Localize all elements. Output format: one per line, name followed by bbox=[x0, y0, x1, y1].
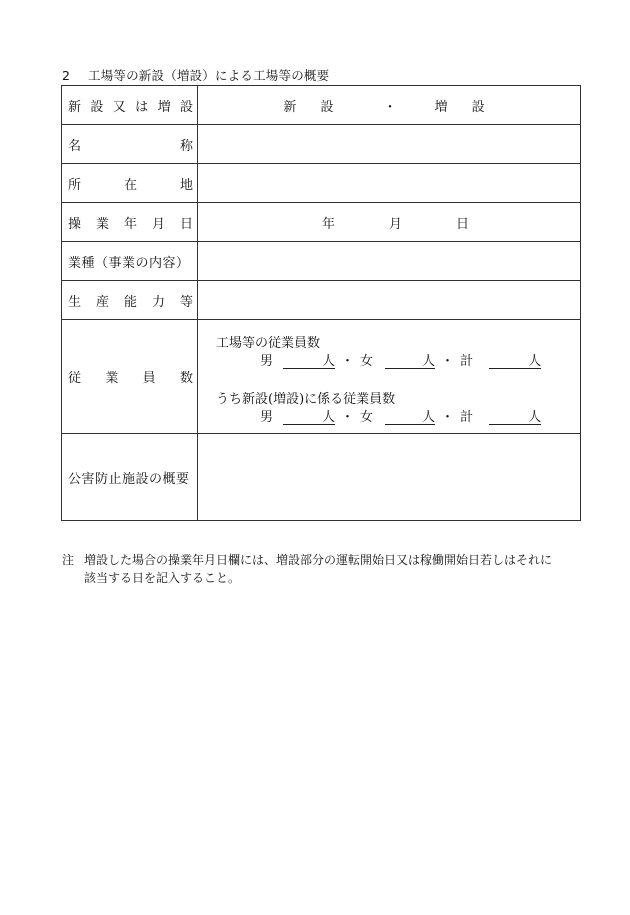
label-char: 能 bbox=[123, 294, 137, 310]
row-industry bbox=[62, 242, 581, 281]
male-count-field[interactable] bbox=[283, 354, 335, 369]
label-char: 員 bbox=[142, 371, 156, 386]
label-char: 新 bbox=[68, 99, 82, 115]
label-cell-pollution bbox=[62, 434, 198, 521]
value-cell-industry[interactable] bbox=[198, 242, 581, 281]
label-char: 年 bbox=[123, 216, 137, 232]
value-cell-employees bbox=[198, 320, 581, 434]
label-char: 月 bbox=[151, 216, 165, 232]
factory-employees-row bbox=[260, 350, 541, 369]
female-label: 女 bbox=[360, 410, 374, 425]
factory-employees-title: 工場等の従業員数 bbox=[216, 336, 321, 351]
label-char: 在 bbox=[123, 177, 137, 193]
label-char: 設 bbox=[179, 99, 193, 115]
label-char: 産 bbox=[95, 294, 109, 310]
label-char: 設 bbox=[90, 99, 104, 115]
total-label: 計 bbox=[460, 354, 474, 369]
row-pollution bbox=[62, 434, 581, 521]
male-label: 男 bbox=[260, 410, 274, 425]
label-char: 又 bbox=[112, 99, 126, 115]
label-char: 業 bbox=[105, 371, 119, 386]
day-label: 日 bbox=[456, 216, 470, 232]
new-employees-title: うち新設(増設)に係る従業員数 bbox=[216, 392, 396, 407]
value-cell-pollution[interactable] bbox=[198, 434, 581, 521]
label-cell-capacity bbox=[62, 281, 198, 320]
total-count-field[interactable] bbox=[489, 354, 541, 369]
section-number: 2 bbox=[62, 68, 71, 83]
label-cell-start-date bbox=[62, 203, 198, 242]
industry-label: 業種（事業の内容） bbox=[68, 255, 190, 271]
label-char: 増 bbox=[157, 99, 171, 115]
separator-dot: ・ bbox=[341, 354, 355, 369]
label-cell-type bbox=[62, 86, 198, 125]
label-char: 称 bbox=[179, 138, 193, 154]
option-new[interactable]: 新 設 bbox=[283, 99, 344, 115]
new-employees-row bbox=[260, 406, 541, 425]
row-employees bbox=[62, 320, 581, 434]
person-unit: 人 bbox=[422, 410, 436, 425]
section-title bbox=[62, 66, 329, 84]
label-char: 地 bbox=[179, 177, 193, 193]
option-separator: ・ bbox=[383, 99, 397, 115]
value-cell-type[interactable] bbox=[198, 86, 581, 125]
label-char: は bbox=[135, 99, 149, 115]
person-unit: 人 bbox=[528, 410, 542, 425]
label-char: 業 bbox=[95, 216, 109, 232]
pollution-label: 公害防止施設の概要 bbox=[68, 471, 190, 487]
row-name bbox=[62, 125, 581, 164]
note-line-2: 該当する日を記入すること。 bbox=[84, 571, 241, 585]
overview-form-table bbox=[61, 85, 581, 521]
label-cell-name bbox=[62, 125, 198, 164]
female-count-field[interactable] bbox=[385, 410, 435, 425]
year-label: 年 bbox=[322, 216, 336, 232]
label-char: 日 bbox=[179, 216, 193, 232]
label-char: 等 bbox=[179, 294, 193, 310]
section-title-text: 工場等の新設（増設）による工場等の概要 bbox=[88, 68, 330, 83]
note-line-1: 増設した場合の操業年月日欄には、増設部分の運転開始日又は稼働開始日若しはそれに bbox=[84, 553, 553, 567]
row-location bbox=[62, 164, 581, 203]
row-capacity bbox=[62, 281, 581, 320]
value-cell-location[interactable] bbox=[198, 164, 581, 203]
label-char: 操 bbox=[68, 216, 82, 232]
separator-dot: ・ bbox=[441, 354, 455, 369]
label-cell-employees bbox=[62, 320, 198, 434]
label-char: 数 bbox=[179, 371, 193, 386]
value-cell-start-date[interactable] bbox=[198, 203, 581, 242]
label-cell-industry bbox=[62, 242, 198, 281]
option-expansion[interactable]: 増 設 bbox=[434, 99, 495, 115]
male-label: 男 bbox=[260, 354, 274, 369]
label-char: 生 bbox=[68, 294, 82, 310]
note-head: 注 bbox=[62, 553, 75, 567]
value-cell-name[interactable] bbox=[198, 125, 581, 164]
person-unit: 人 bbox=[322, 354, 336, 369]
month-label: 月 bbox=[389, 216, 403, 232]
person-unit: 人 bbox=[322, 410, 336, 425]
label-char: 従 bbox=[68, 371, 82, 386]
total-count-field[interactable] bbox=[489, 410, 541, 425]
female-label: 女 bbox=[360, 354, 374, 369]
row-type bbox=[62, 86, 581, 125]
label-char: 所 bbox=[68, 177, 82, 193]
footnote bbox=[62, 551, 582, 587]
male-count-field[interactable] bbox=[283, 410, 335, 425]
separator-dot: ・ bbox=[441, 410, 455, 425]
person-unit: 人 bbox=[422, 354, 436, 369]
total-label: 計 bbox=[460, 410, 474, 425]
separator-dot: ・ bbox=[341, 410, 355, 425]
value-cell-capacity[interactable] bbox=[198, 281, 581, 320]
female-count-field[interactable] bbox=[385, 354, 435, 369]
label-cell-location bbox=[62, 164, 198, 203]
label-char: 力 bbox=[151, 294, 165, 310]
row-start-date bbox=[62, 203, 581, 242]
label-char: 名 bbox=[68, 138, 82, 154]
person-unit: 人 bbox=[528, 354, 542, 369]
